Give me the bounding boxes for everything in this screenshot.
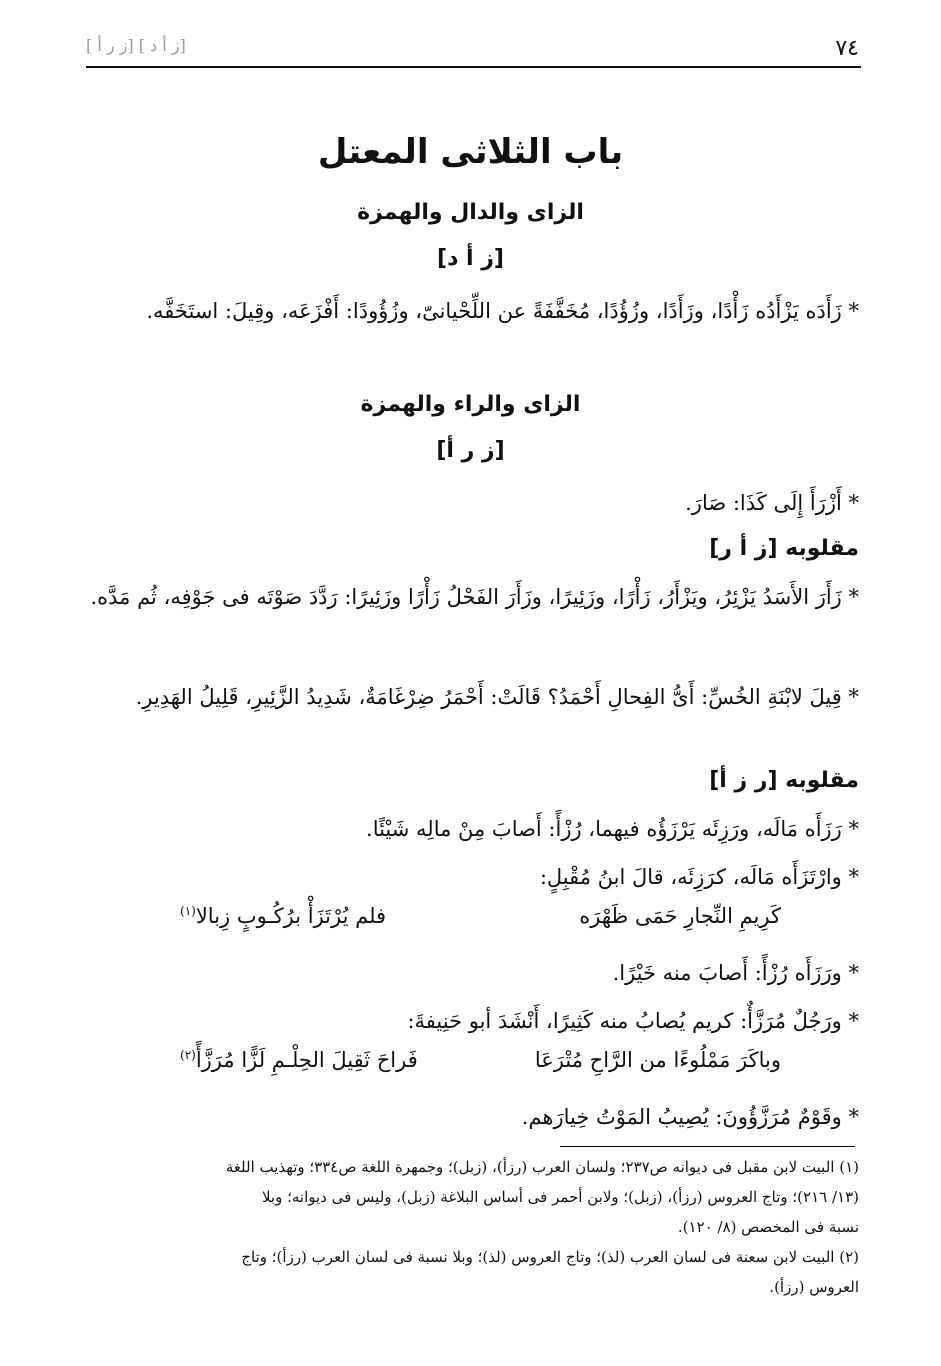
footnotes — [82, 1152, 859, 1302]
entry-rza-line-5: * وقَوْمٌ مُرَزَّؤُونَ: يُصِيبُ المَوْتُ خِيارَهم. — [521, 1105, 859, 1129]
header-rule — [86, 66, 861, 68]
maqlub-heading-zar: مقلوبه [ز أ ر] — [709, 536, 859, 561]
entry-rza-line-1: * رَزَأَه مَالَه، ورَزِئَه يَرْزَؤُه فيهما، رُزْأً: أَصابَ مِنْ مالِه شَيْئًا. — [366, 817, 859, 841]
footnote-1-line-2: (١٣/ ٢١٦)؛ وتاج العروس (رزأ)، (زبل)؛ ولابن أحمر فى أساس البلاغة (زبل)، وليس فى ديوانه؛ وبلا — [261, 1188, 859, 1206]
entry-zra-paragraph: * أَزْرَأَ إِلَى كَذَا: صَارَ. — [685, 491, 859, 515]
footnote-2-line-2: العروس (رزأ). — [769, 1278, 859, 1296]
footnote-marker-1: (١) — [180, 904, 196, 918]
entry-rza-line-2: * وارْتَزَأَه مَالَه، كرَزِئَه، قالَ ابنُ مُقْبِلٍ: — [539, 865, 859, 889]
entry-rza-line-4: * ورَجُلٌ مُرَزَّأٌ: كريم يُصابُ منه كَثِيرًا، أَنْشَدَ أبو حَنِيفةَ: — [407, 1009, 859, 1033]
root-heading-zra: [ز ر أ] — [436, 438, 505, 463]
entry-zad-paragraph: * زَأَدَه يَزْأَدُه زَأْدًا، وزَأَدًا، وزُؤُدًا، مُخَفَّفَةً عن اللِّحْيانىّ، وزُؤُودًا: أَفْزَعَه، وقِيلَ: استَخَفَّه. — [146, 299, 859, 323]
chapter-title: باب الثلاثى المعتل — [317, 132, 624, 172]
page-number: ٧٤ — [835, 36, 859, 61]
footnote-1 — [82, 1152, 859, 1182]
section-title-zay-ra-hamza: الزاى والراء والهمزة — [360, 392, 581, 417]
entry-rza-line-3: * ورَزَأَه رُزْأً: أَصابَ منه خَيْرًا. — [612, 961, 859, 985]
footnote-2 — [82, 1242, 859, 1272]
verse-2 — [180, 1048, 781, 1072]
header-label: [ز أ د ] [ز ر أ ] — [86, 36, 186, 55]
verse-1-first-hemistich: كَرِيمِ النِّجارِ حَمَى ظَهْرَه — [579, 904, 781, 928]
footnote-2-number: (٢) — [839, 1248, 859, 1266]
footnote-1-line-3: نسبة فى المخصص (٨/ ١٢٠). — [677, 1218, 859, 1236]
verse-2-second-hemistich: وباكَرَ مَمْلُوءًا من الرَّاحِ مُتْرَعَا — [534, 1048, 781, 1072]
footnote-1-number: (١) — [839, 1158, 859, 1176]
section-title-zay-dal-hamza: الزاى والدال والهمزة — [357, 200, 584, 225]
footnote-rule — [560, 1146, 855, 1147]
entry-zar-paragraph-2: * قِيلَ لابْنَةِ الخُسِّ: أَىُّ الفِحالِ أَحْمَدُ؟ قَالَتْ: أَحْمَرُ ضِرْغَامَةٌ، شَدِيدُ الزَّئِيرِ، قَلِيلُ الهَدِيرِ. — [135, 685, 859, 709]
verse-1 — [180, 904, 781, 928]
verse-2-first-hemistich: فَراحَ ثَقِيلَ الحِلْـمِ لَزًّا مُرَزَّأً$^{(٢)}$ — [180, 1048, 418, 1072]
footnote-1-text-a: البيت لابن مقبل فى ديوانه ص٢٣٧؛ ولسان العرب (رزأ)، (زبل)؛ وجمهرة اللغة ص٣٣٤؛ وتهذيب اللغة — [225, 1158, 835, 1176]
maqlub-heading-rza: مقلوبه [ر ز أ] — [709, 768, 859, 793]
footnote-marker-2: (٢) — [180, 1048, 196, 1062]
footnote-2-text-a: البيت لابن سعنة فى لسان العرب (لذ)؛ وتاج العروس (لذ)؛ وبلا نسبة فى لسان العرب (رزأ)؛ وتاج — [241, 1248, 835, 1266]
entry-zar-paragraph-1: * زَأَرَ الأَسَدُ يَزْئِرُ، ويَزْأَرُ، زَأْرًا، وزَئِيرًا، وزَأَرَ الفَحْلُ زَأْرًا وزَئِيرًا: رَدَّدَ صَوْتَه فى جَوْفِه، ثُم مَدَّه. — [90, 585, 859, 609]
verse-1-second-hemistich: فلم يُرْتَزَأْ برُكُـوبٍ زِبالا$^{(١)}$ — [180, 904, 387, 928]
root-heading-zad: [ز أ د] — [437, 246, 504, 271]
